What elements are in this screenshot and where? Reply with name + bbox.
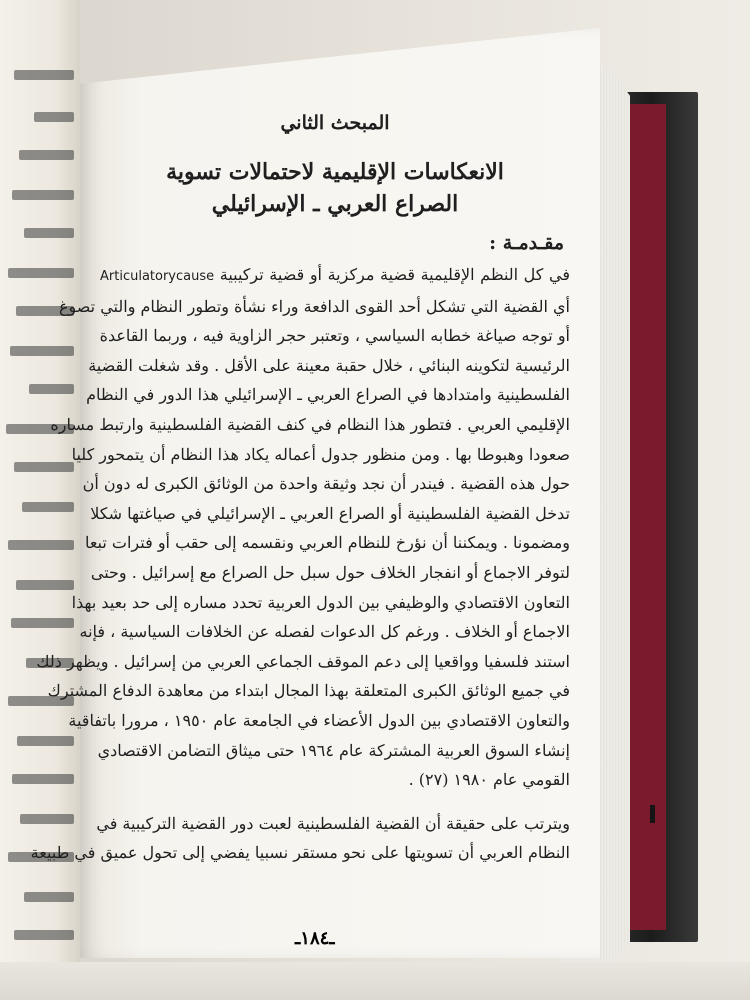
paragraph-line: حول هذه القضية . فيندر أن نجد وثيقة واحدة من الوثائق الكبرى له دون أن (82, 474, 570, 494)
paragraph-line: والتعاون الاقتصادي بين الدول الأعضاء في الجامعة عام ١٩٥٠ ، مرورا باتفاقية (68, 710, 570, 730)
chapter-title (100, 156, 570, 220)
paragraph-line: استند فلسفيا وواقعيا إلى دعم الموقف الجماعي العربي من إسرائيل . ويظهر ذلك (36, 651, 570, 671)
paragraph-line: أو توجه صياغة خطابه السياسي ، وتعتبر حجر الزاوية فيه ، وربما القاعدة (99, 326, 570, 346)
paragraph-line: التعاون الاقتصادي والوظيفي بين الدول العربية تحدد مساره إلى حد بعيد بهذا (71, 592, 570, 612)
book-cover-red-band (628, 104, 666, 930)
paragraph-1 (36, 260, 570, 795)
paragraph-line: أي القضية التي تشكل أحد القوى الدافعة وراء نشأة وتطور النظام والتي تصوغ (58, 296, 570, 316)
paragraph-line-text: في كل النظم الإقليمية قضية مركزية أو قضية تركيبية (219, 265, 570, 284)
chapter-title-line-1: الانعكاسات الإقليمية لاحتمالات تسوية (166, 159, 504, 185)
paragraph-line: الإقليمي العربي . فتطور هذا النظام في كنف القضية الفلسطينية وارتبط مساره (50, 414, 570, 434)
chapter-title-line-2: الصراع العربي ـ الإسرائيلي (211, 191, 459, 217)
section-label: المبحث الثاني (280, 112, 390, 134)
inline-english-term: Articulatorycause (100, 269, 215, 284)
paragraph-line: لتوفر الاجماع أو انفجار الخلاف حول سبل حل الصراع مع إسرائيل . وحتى (90, 562, 570, 582)
page-content (30, 112, 570, 868)
paragraph-2 (30, 809, 570, 868)
intro-heading: مقـدمـة : (489, 232, 564, 254)
paragraph-line: في جميع الوثائق الكبرى المتعلقة بهذا المجال ابتداء من معاهدة الدفاع المشترك (47, 681, 570, 701)
paragraph-line: الاجماع أو الخلاف . ورغم كل الدعوات لفصله عن الخلافات السياسية ، فإنه (79, 622, 570, 642)
paragraph-line: النظام العربي أن تسويتها على نحو مستقر نسبيا يفضي إلى تحول عميق في طبيعة (30, 843, 570, 863)
paragraph-line: ويترتب على حقيقة أن القضية الفلسطينية لعبت دور القضية التركيبية في (96, 813, 570, 833)
paragraph-line: صعودا وهبوطا بها . ومن منظور جدول أعماله يكاد هذا النظام أن يتمحور كليا (71, 444, 570, 464)
paragraph-line: الفلسطينية وامتدادها في الصراع العربي ـ الإسرائيلي هذا الدور في النظام (86, 385, 570, 405)
paragraph-line: ومضمونا . ويمكننا أن نؤرخ للنظام العربي ونقسمه إلى حقب أو فترات تبعا (84, 533, 570, 553)
paragraph-line (100, 260, 570, 292)
paragraph-line: تدخل القضية الفلسطينية أو الصراع العربي ـ الإسرائيلي في صياغتها شكلا (90, 503, 570, 523)
page-number: ـ١٨٤ـ (295, 928, 335, 949)
paragraph-line: القومي عام ١٩٨٠ (٢٧) . (408, 770, 570, 790)
paragraph-line: الرئيسية لتكوينه البنائي ، خلال حقبة معينة على الأقل . وقد شغلت القضية (88, 355, 570, 375)
paragraph-line: إنشاء السوق العربية المشتركة عام ١٩٦٤ حتى ميثاق التضامن الاقتصادي (97, 740, 570, 760)
table-surface (0, 962, 750, 1000)
book-cover-mark (650, 805, 655, 823)
